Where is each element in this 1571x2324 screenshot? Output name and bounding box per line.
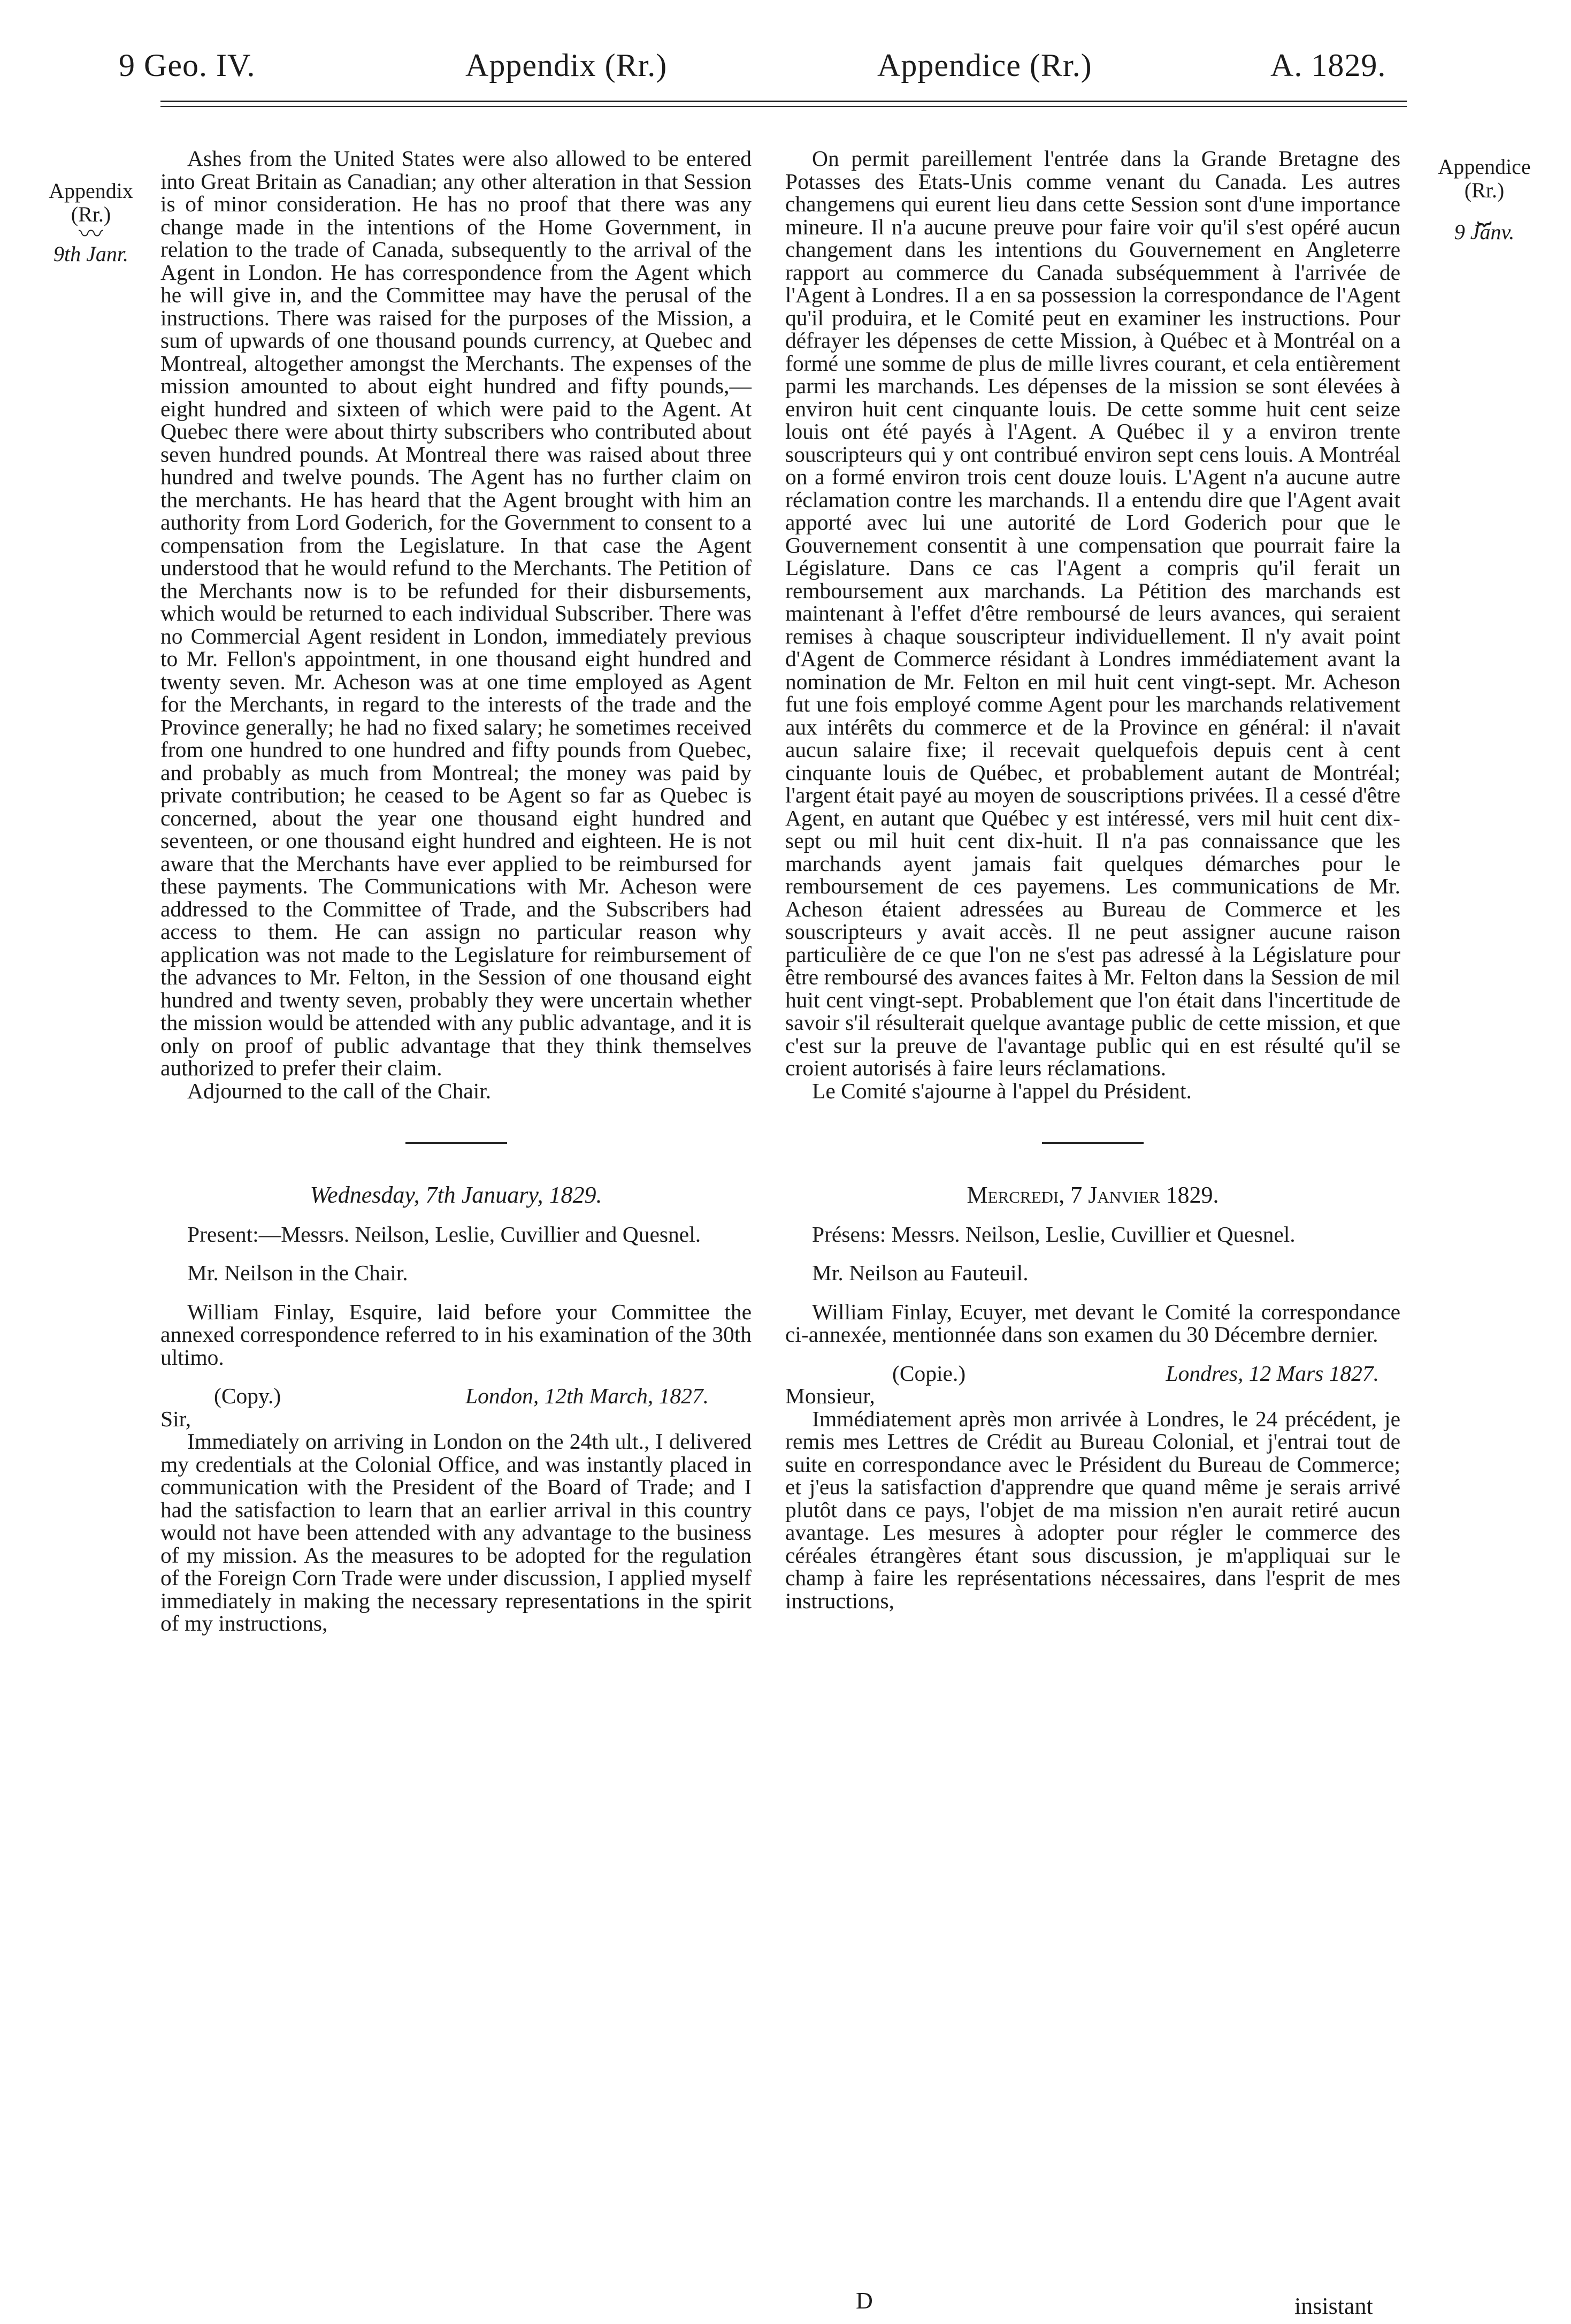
catchword: insistant xyxy=(1294,2293,1373,2319)
french-present-members: Présens: Messrs. Neilson, Leslie, Cuvillier et Quesnel. xyxy=(812,1221,1296,1247)
french-finlay-statement: William Finlay, Ecuyer, met devant le Comité la correspondance ci-annexée, mentionnée dans son examen du 30 Décembre dernier. xyxy=(785,1299,1400,1347)
french-chair: Mr. Neilson au Fauteuil. xyxy=(812,1260,1029,1285)
left-margin-tilde-icon: 〰 xyxy=(79,220,103,248)
french-testimony-paragraph: On permit pareillement l'entrée dans la Grande Bretagne des Potasses des Etats-Unis comme venant du Canada. Les autres changemens qui eurent lieu dans cette Session sont d'une importance mineure. Il n'a aucune preuve pour faire voir qu'il s'est opéré aucun changement dans les intentions du Gouvernement en Angleterre rapport au commerce du Canada subséquemment à l'arrivée de l'Agent à Londres. Il a en sa possession la correspondance de l'Agent qu'il produira, et le Comité peut en examiner les instructions. Pour défrayer les dépenses de cette Mission, à Québec et à Montréal on a formé une somme de plus de mille livres courant, et cela entièrement parmi les marchands. Les dépenses de la mission se sont élevées à environ huit cent cinquante louis. De cette somme huit cent seize louis ont été payés à l'Agent. A Québec il y a environ trente souscripteurs qui y ont contribué environ sept cens louis. A Montréal on a formé environ trois cent douze louis. L'Agent n'a aucune autre réclamation contre les marchands. Il a entendu dire que l'Agent avait apporté avec lui une autorité de Lord Goderich pour que le Gouvernement consentit à une compensation que pourrait faire la Législature. Dans ce cas l'Agent a compris qu'il ferait un remboursement aux marchands. La Pétition des marchands est maintenant à l'effet d'être remboursé de leurs avances, qui seraient remises à chaque souscripteur individuellement. Il n'y avait point d'Agent de Commerce résidant à Londres immédiatement avant la nomination de Mr. Felton en mil huit cent vingt-sept. Mr. Acheson fut une fois employé comme Agent pour les marchands relativement aux intérêts du commerce et de la Province en général: il n'avait aucun salaire fixe; il recevait quelquefois depuis cent à cent cinquante louis de Québec, et probablement autant de Montréal; l'argent était payé au moyen de souscriptions privées. Il a cessé d'être Agent, en autant que Québec y est intéressé, vers mil huit cent dix-sept ou mil huit cent dix-huit. Il n'a pas connaissance que les marchands ayent jamais fait quelques démarches pour le remboursement de ces payemens. Les communications de Mr. Acheson étaient adressées au Bureau de Commerce et les souscripteurs y avait accès. Il ne peut assigner aucune raison particulière de ce que l'on ne s'est pas adressé à la Législature pour être remboursé des avances faites à Mr. Felton dans la Session de mil huit cent vingt-sept. Probablement que l'on était dans l'incertitude de savoir s'il résulterait quelque avantage public de cette mission, et que c'est sur la preuve de l'avantage public qui en est résulté qu'il se croient autorisés à faire leurs réclamations. xyxy=(785,146,1400,1080)
french-copy-label: (Copie.) xyxy=(892,1360,966,1386)
left-margin-note xyxy=(29,179,152,266)
english-finlay-statement: William Finlay, Esquire, laid before your Committee the annexed correspondence referred to in his examination of the 30th ultimo. xyxy=(160,1299,752,1370)
english-column xyxy=(160,147,752,1635)
english-letter-heading xyxy=(160,1385,752,1408)
right-margin-date: 9 Janv. xyxy=(1454,220,1515,244)
left-margin-date: 9th Janr. xyxy=(53,242,128,266)
french-letter-place-date: Londres, 12 Mars 1827. xyxy=(1166,1360,1379,1386)
right-margin-rr: (Rr.) xyxy=(1464,178,1505,202)
header-regnal-year: 9 Geo. IV. xyxy=(119,48,256,83)
english-adjourned: Adjourned to the call of the Chair. xyxy=(187,1078,492,1103)
right-margin-brace-icon: ⏟ xyxy=(1477,197,1492,225)
header-rule-bottom xyxy=(160,106,1407,107)
english-testimony-paragraph: Ashes from the United States were also allowed to be entered into Great Britain as Canadian; any other alteration in that Session is of minor consideration. He has no proof that there was any change made in the intentions of the Home Government, in relation to the trade of Canada, subsequently to the arrival of the Agent in London. He has correspondence from the Agent which he will give in, and the Committee may have the perusal of the instructions. There was raised for the purposes of the Mission, a sum of upwards of one thousand pounds currency, at Quebec and Montreal, altogether amongst the Merchants. The expenses of the mission amounted to about eight hundred and fifty pounds,—eight hundred and sixteen of which were paid to the Agent. At Quebec there were about thirty subscribers who contributed about seven hundred pounds. At Montreal there was raised about three hundred and twelve pounds. The Agent has no further claim on the merchants. He has heard that the Agent brought with him an authority from Lord Goderich, for the Government to consent to a compensation from the Legislature. In that case the Agent understood that he would refund to the Merchants. The Petition of the Merchants now is to be refunded for their disbursements, which would be returned to each individual Subscriber. There was no Commercial Agent resident in London, immediately previous to Mr. Fellon's appointment, in one thousand eight hundred and twenty seven. Mr. Acheson was at one time employed as Agent for the Merchants, in regard to the interests of the trade and the Province generally; he had no fixed salary; he sometimes received from one hundred to one hundred and fifty pounds from Quebec, and probably as much from Montreal; the money was paid by private contribution; he ceased to be Agent so far as Quebec is concerned, about the year one thousand eight hundred and seventeen, or one thousand eight hundred and eighteen. He is not aware that the Merchants have ever applied to be reimbursed for these payments. The Communications with Mr. Acheson were addressed to the Committee of Trade, and the Subscribers had access to them. He can assign no particular reason why application was not made to the Legislature for reimbursement of the advances to Mr. Felton, in the Session of one thousand eight hundred and twenty seven, probably they were uncertain whether the mission would be attended with any public advantage, and it is only on proof of public advantage that they think themselves authorized to prefer their claim. xyxy=(160,146,752,1080)
english-letter-place-date: London, 12th March, 1827. xyxy=(465,1383,709,1408)
french-meeting-date: Mercredi, 7 Janvier 1829. xyxy=(967,1182,1219,1208)
header-appendix-fr: Appendice (Rr.) xyxy=(877,48,1092,83)
right-margin-note xyxy=(1423,155,1546,244)
header-rule-top xyxy=(160,101,1407,102)
english-copy-label: (Copy.) xyxy=(214,1383,281,1408)
right-margin-appendice: Appendice xyxy=(1438,155,1531,179)
english-chair: Mr. Neilson in the Chair. xyxy=(187,1260,408,1285)
header-year: A. 1829. xyxy=(1270,48,1386,83)
french-letter-heading xyxy=(785,1362,1400,1385)
english-letter-body: Immediately on arriving in London on the 24th ult., I delivered my credentials at the Colonial Office, and was instantly placed in communication with the President of the Board of Trade; and I had the satisfaction to learn that an earlier arrival in this country would not have been attended with any advantage to the business of my mission. As the measures to be adopted for the regulation of the Foreign Corn Trade were under discussion, I applied myself immediately in making the necessary representations in the spirit of my instructions, xyxy=(160,1429,752,1635)
french-column xyxy=(785,147,1400,1612)
french-salutation: Monsieur, xyxy=(785,1383,875,1408)
english-present-members: Present:—Messrs. Neilson, Leslie, Cuvillier and Quesnel. xyxy=(187,1221,701,1247)
english-meeting-date: Wednesday, 7th January, 1829. xyxy=(310,1182,602,1208)
left-margin-appendix: Appendix xyxy=(49,179,133,203)
english-salutation: Sir, xyxy=(160,1406,191,1431)
signature-mark: D xyxy=(856,2288,873,2314)
header-appendix-en: Appendix (Rr.) xyxy=(465,48,668,83)
french-adjourned: Le Comité s'ajourne à l'appel du Président. xyxy=(812,1078,1192,1103)
french-letter-body: Immédiatement après mon arrivée à Londres, le 24 précédent, je remis mes Lettres de Crédit au Bureau Colonial, et j'entrai tout de suite en correspondance avec le Président du Bureau de Commerce; et j'eus la satisfaction d'apprendre que quand même je serais arrivé plutôt dans ce pays, l'objet de ma mission n'en aurait retiré aucun avantage. Les mesures à adopter pour régler le commerce des céréales étrangères étant sous discussion, je m'appliquai sur le champ à faire les représentations nécessaires, dans l'esprit de mes instructions, xyxy=(785,1406,1400,1613)
left-margin-rr: (Rr.) xyxy=(71,202,111,226)
